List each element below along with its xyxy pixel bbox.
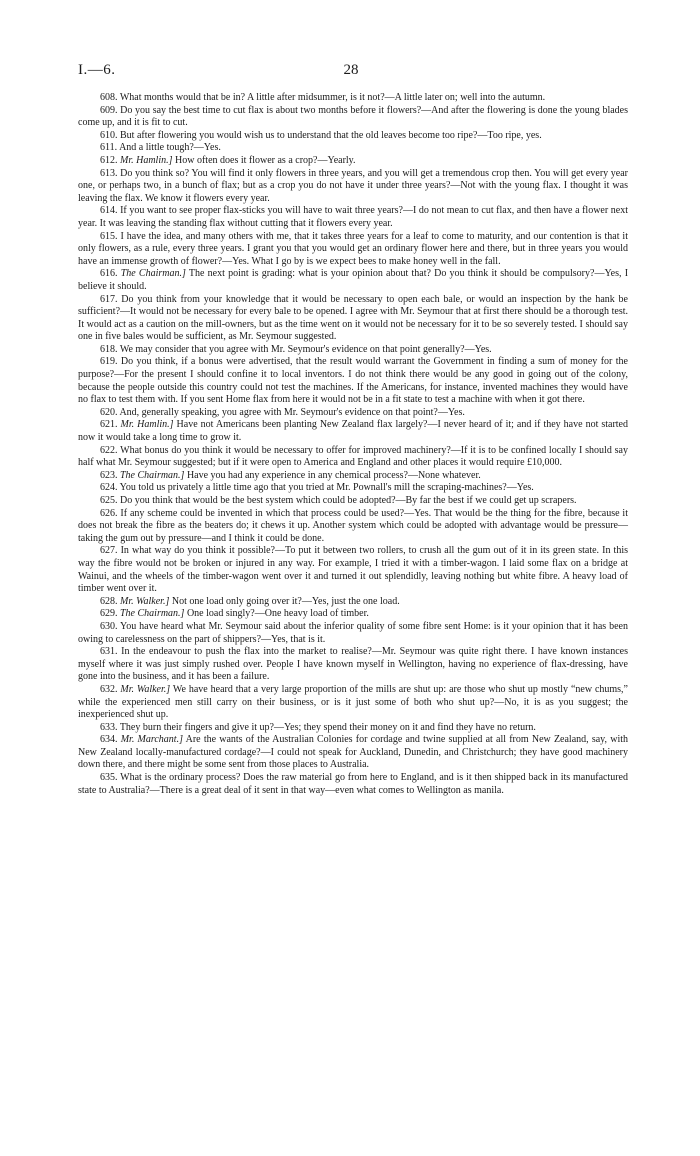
document-body	[78, 92, 628, 797]
paragraph-text: 610. But after flowering you would wish us to understand that the old leaves become too ripe?—Too ripe, yes.	[100, 129, 542, 141]
speaker-name: Mr. Walker.]	[120, 595, 170, 607]
speaker-name: Mr. Walker.]	[120, 683, 171, 695]
paragraph-text: Have you had any experience in any chemical process?—None whatever.	[184, 469, 481, 481]
paragraph-text: 609. Do you say the best time to cut flax is about two months before it flowers?—And after the flowering is done the young blades come up, and it is fit to cut.	[78, 104, 628, 129]
paragraph-text: Not one load only going over it?—Yes, just the one load.	[169, 595, 400, 607]
paragraph-text: 627. In what way do you think it possible?—To put it between two rollers, to crush all the gum out of it in its green state. In this way the fibre would not be broken or injured in any way. For example, I tried it with a timber-wagon. I laid some flax on a bridge at Wainui, and the wheels of the timber-wagon went over it and turned it out splendidly, leaving nothing but white fibre. A heavy load of timber went over it.	[78, 545, 628, 595]
paragraph-text: 633. They burn their fingers and give it up?—Yes; they spend their money on it and find they have no return.	[100, 721, 536, 733]
paragraph-text: 625. Do you think that would be the best system which could be adopted?—By far the best if we could get up scrapers.	[100, 495, 577, 506]
paragraph	[78, 419, 628, 444]
page-header	[78, 62, 624, 82]
question-number: 612.	[100, 154, 120, 166]
speaker-name: The Chairman.]	[120, 608, 185, 620]
paragraph	[78, 205, 628, 230]
paragraph-text: 613. Do you think so? You will find it only flowers in three years, and you will get a tremendous crop then. You will get every year one, or perhaps two, in a bunch of flax; but as a crop you do not have it under three years?—Not with the young flax. I thought it was leaving the flax. We know it flowers every year.	[78, 167, 628, 204]
speaker-name: The Chairman.]	[120, 268, 186, 280]
question-number: 634.	[100, 734, 121, 746]
paragraph	[78, 722, 628, 735]
paragraph	[78, 92, 628, 105]
paragraph-text: We have heard that a very large proportion of the mills are shut up: are those who shut up mostly “new chums,” while the experienced men still carry on their business, or is it just some of both who shut up?—No, it is as you suggest; the inexperienced shut up.	[78, 683, 628, 721]
question-number: 629.	[100, 608, 120, 620]
paragraph	[78, 231, 628, 269]
paragraph-text: 631. In the endeavour to push the flax into the market to realise?—Mr. Seymour was quite right there. I have known instances myself where it was just simply rushed over. People I have known myself in Wellington, having no experience of flax-dressing, have gone into the business, and it has been a failure.	[78, 646, 628, 683]
paragraph-text: 622. What bonus do you think it would be necessary to offer for improved machinery?—If it is to be confined locally I should say half what Mr. Seymour suggested; but if it were open to America and England and other places it would require £10,000.	[78, 444, 628, 469]
paragraph-text: 618. We may consider that you agree with Mr. Seymour's evidence on that point generally?—Yes.	[100, 343, 492, 355]
paragraph-text: 624. You told us privately a little time ago that you tried at Mr. Pownall's mill the scraping-machines?—Yes.	[100, 482, 534, 494]
paragraph	[78, 508, 628, 546]
question-number: 616.	[100, 268, 121, 280]
speaker-name: Mr. Hamlin.]	[120, 154, 173, 166]
paragraph-text: How often does it flower as a crop?—Yearly.	[172, 154, 356, 166]
paragraph	[78, 470, 628, 483]
paragraph	[78, 130, 628, 143]
paragraph-text: 630. You have heard what Mr. Seymour said about the inferior quality of some fibre sent Home: is it your opinion that it has been owing to carelessness on the part of shippers?—Yes, that is it.	[78, 620, 628, 645]
paragraph-text: Are the wants of the Australian Colonies for cordage and twine supplied at all from New Zealand, say, with New Zealand locally-manufactured cordage?—I could not speak for Auckland, Dunedin, and Christchurch; they have good machinery down there, and there might be some sent from those places to Australia.	[78, 734, 629, 771]
paragraph-text: Have not Americans been planting New Zealand flax largely?—I never heard of it; and if they have not started now it would take a long time to grow it.	[78, 419, 629, 444]
paragraph	[78, 495, 628, 508]
paragraph	[78, 344, 628, 357]
paragraph	[78, 646, 628, 684]
page-number: 28	[343, 62, 359, 78]
speaker-name: Mr. Hamlin.]	[120, 419, 174, 431]
paragraph	[78, 608, 628, 621]
paragraph-text: 614. If you want to see proper flax-sticks you will have to wait three years?—I do not mean to cut flax, and then have a flower next year. It was leaving the standing flax without cutting that it flowers every year.	[78, 205, 628, 229]
paragraph-text: 608. What months would that be in? A little after midsummer, is it not?—A little later on; well into the autumn.	[100, 92, 546, 103]
paragraph	[78, 142, 628, 155]
paragraph	[78, 294, 628, 344]
question-number: 628.	[100, 595, 120, 607]
paragraph-text: 615. I have the idea, and many others with me, that it takes three years for a leaf to come to maturity, and our contention is that it only flowers, as a rule, every three years. I grant you that you would get an ordinary flower here and there, but in three years you would have an immense growth of flower?—Yes. What I go by is we expect bees to make honey well in the fall.	[78, 230, 628, 267]
question-number: 623.	[100, 469, 120, 481]
question-number: 621.	[100, 419, 121, 431]
paragraph	[78, 268, 628, 293]
paragraph-text: The next point is grading: what is your opinion about that? Do you think it should be compulsory?—Yes, I believe it should.	[78, 268, 629, 292]
paragraph	[78, 105, 628, 130]
paragraph	[78, 482, 628, 495]
paragraph-text: 611. And a little tough?—Yes.	[100, 142, 221, 154]
paragraph	[78, 734, 628, 772]
paragraph	[78, 407, 628, 420]
paragraph	[78, 168, 628, 206]
paragraph-text: 617. Do you think from your knowledge that it would be necessary to open each bale, or would an inspection by the hank be sufficient?—It would not be necessary for every bale to be opened. I agree with Mr. Seymour that at first there should be a thorough test. It would act as a caution on the mill-owners, but as the time went on it would not be necessary for it to be so severely tested. I should say one in five bales would be sufficient, as Mr. Seymour suggested.	[78, 293, 628, 343]
speaker-name: The Chairman.]	[120, 469, 185, 481]
paragraph	[78, 684, 628, 722]
paragraph	[78, 356, 628, 406]
paragraph-text: 626. If any scheme could be invented in which that process could be used?—Yes. That would be the thing for the fibre, because it does not break the fibre as the beaters do; it chews it up. Another system which could be adopted with advantage would be pressure—taking the gum out by pressure—and I think it could be done.	[78, 507, 628, 544]
paragraph	[78, 596, 628, 609]
paragraph	[78, 155, 628, 168]
paragraph-text: 635. What is the ordinary process? Does the raw material go from here to England, and is it then shipped back in its manufactured state to Australia?—There is a great deal of it sent in that way—even what comes to Wellington as manila.	[78, 772, 628, 796]
document-reference: I.—6.	[78, 62, 116, 78]
paragraph	[78, 445, 628, 470]
paragraph-text: 620. And, generally speaking, you agree with Mr. Seymour's evidence on that point?—Yes.	[100, 406, 465, 418]
paragraph	[78, 621, 628, 646]
question-number: 632.	[100, 683, 121, 695]
speaker-name: Mr. Marchant.]	[120, 734, 183, 746]
paragraph	[78, 545, 628, 595]
paragraph-text: One load singly?—One heavy load of timber.	[184, 608, 369, 620]
paragraph-text: 619. Do you think, if a bonus were advertised, that the result would warrant the Government in finding a sum of money for the purpose?—For the present I should confine it to local inventors. I do not think there would be any good in going out of the colony, because the people outside this country could not test the machines. If the Americans, for instance, invented machines they would have no flax to test them with. If you sent Home flax from here it would not be in a fit state to test a machine with when it got there.	[78, 356, 628, 406]
paragraph	[78, 772, 628, 797]
